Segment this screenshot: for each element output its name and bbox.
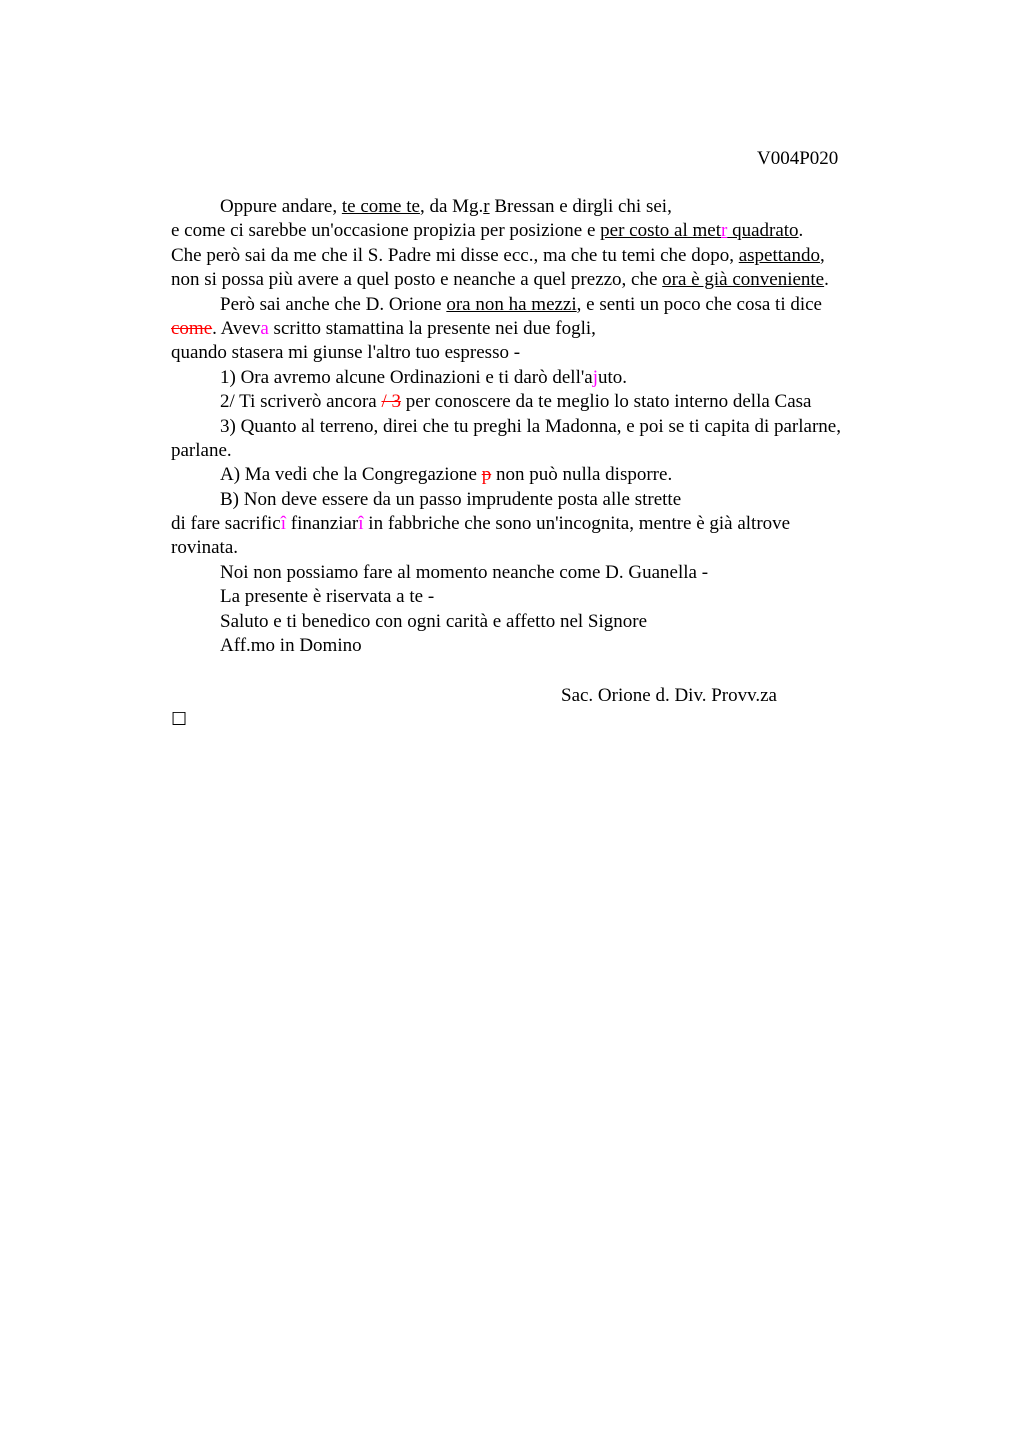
text-line xyxy=(171,585,931,609)
text-segment: , xyxy=(819,244,825,266)
underlined-text: per costo al met xyxy=(600,220,721,242)
text-segment: in fabbriche che sono un'incognita, mentre è già altrove xyxy=(363,513,791,535)
text-segment: Che però sai da me che il S. Padre mi disse ecc., ma che tu temi che dopo, xyxy=(171,244,739,266)
text-segment: Saluto e ti benedico con ogni carità e affetto nel Signore xyxy=(220,610,648,632)
text-segment: A) Ma vedi che la Congregazione xyxy=(220,464,482,486)
text-line xyxy=(171,463,931,487)
text-segment: B) Non deve essere da un passo imprudente posta alle strette xyxy=(220,488,682,510)
text-line xyxy=(171,415,931,439)
text-line xyxy=(171,488,931,512)
page-id: V004P020 xyxy=(757,148,839,169)
text-segment: , e senti un poco che cosa ti dice xyxy=(576,293,822,315)
text-segment: scritto stamattina la presente nei due fogli, xyxy=(268,317,596,339)
text-segment: finanziar xyxy=(286,513,359,535)
underlined-text: aspettando xyxy=(738,244,820,266)
text-line xyxy=(171,293,931,317)
underlined-text: quadrato xyxy=(727,220,799,242)
text-line xyxy=(171,536,931,560)
text-line xyxy=(171,219,931,243)
text-line xyxy=(171,317,931,341)
text-segment: Noi non possiamo fare al momento neanche come D. Guanella - xyxy=(220,561,709,583)
underlined-text: ora è già conveniente xyxy=(662,269,825,291)
signature: Sac. Orione d. Div. Provv.za xyxy=(561,685,777,706)
text-line xyxy=(171,634,931,658)
underlined-text: ora non ha mezzi xyxy=(446,293,577,315)
text-line xyxy=(171,195,931,219)
text-segment: 1) Ora avremo alcune Ordinazioni e ti darò dell'a xyxy=(220,366,593,388)
text-segment: 2/ Ti scriverò ancora xyxy=(220,391,382,413)
inserted-text: î xyxy=(280,513,286,535)
inserted-text: a xyxy=(260,317,269,339)
text-line xyxy=(171,561,931,585)
text-line xyxy=(171,610,931,634)
text-segment: . xyxy=(824,269,829,291)
inserted-text: î xyxy=(358,513,364,535)
text-line xyxy=(171,390,931,414)
text-segment: Bressan e dirgli chi sei, xyxy=(489,196,672,217)
underlined-text: te come te xyxy=(341,196,420,217)
letter-body xyxy=(171,195,931,658)
text-line xyxy=(171,341,931,365)
deleted-text: / 3 xyxy=(381,391,402,413)
inserted-text: r xyxy=(720,220,728,242)
end-box-icon: ☐ xyxy=(171,709,188,730)
text-segment: non può nulla disporre. xyxy=(491,464,673,486)
text-line xyxy=(171,366,931,390)
text-segment: parlane. xyxy=(171,439,232,461)
deleted-text: come xyxy=(171,317,213,339)
text-segment: . xyxy=(798,220,804,242)
text-segment: rovinata. xyxy=(171,537,239,559)
text-segment: per conoscere da te meglio lo stato interno della Casa xyxy=(401,391,812,413)
text-segment: non si possa più avere a quel posto e neanche a quel prezzo, che xyxy=(171,269,663,291)
text-segment: Però sai anche che D. Orione xyxy=(220,293,447,315)
underlined-text: r xyxy=(483,196,490,217)
text-segment: Oppure andare, xyxy=(220,196,342,217)
text-segment: quando stasera mi giunse l'altro tuo espresso - xyxy=(171,342,521,364)
text-segment: 3) Quanto al terreno, direi che tu preghi la Madonna, e poi se ti capita di parlarne, xyxy=(220,415,841,437)
text-segment: Aff.mo in Domino xyxy=(220,635,362,657)
text-line xyxy=(171,439,931,463)
text-line xyxy=(171,512,931,536)
text-segment: . Avev xyxy=(212,317,261,339)
text-segment: La presente è riservata a te - xyxy=(220,586,435,608)
inserted-text: j xyxy=(592,366,598,388)
text-segment: di fare sacrific xyxy=(171,513,281,535)
text-segment: e come ci sarebbe un'occasione propizia per posizione e xyxy=(171,220,601,242)
text-line xyxy=(171,244,931,268)
text-line xyxy=(171,268,931,292)
text-segment: uto. xyxy=(598,366,628,388)
text-segment: , da Mg. xyxy=(419,196,484,217)
deleted-text: p xyxy=(481,464,492,486)
